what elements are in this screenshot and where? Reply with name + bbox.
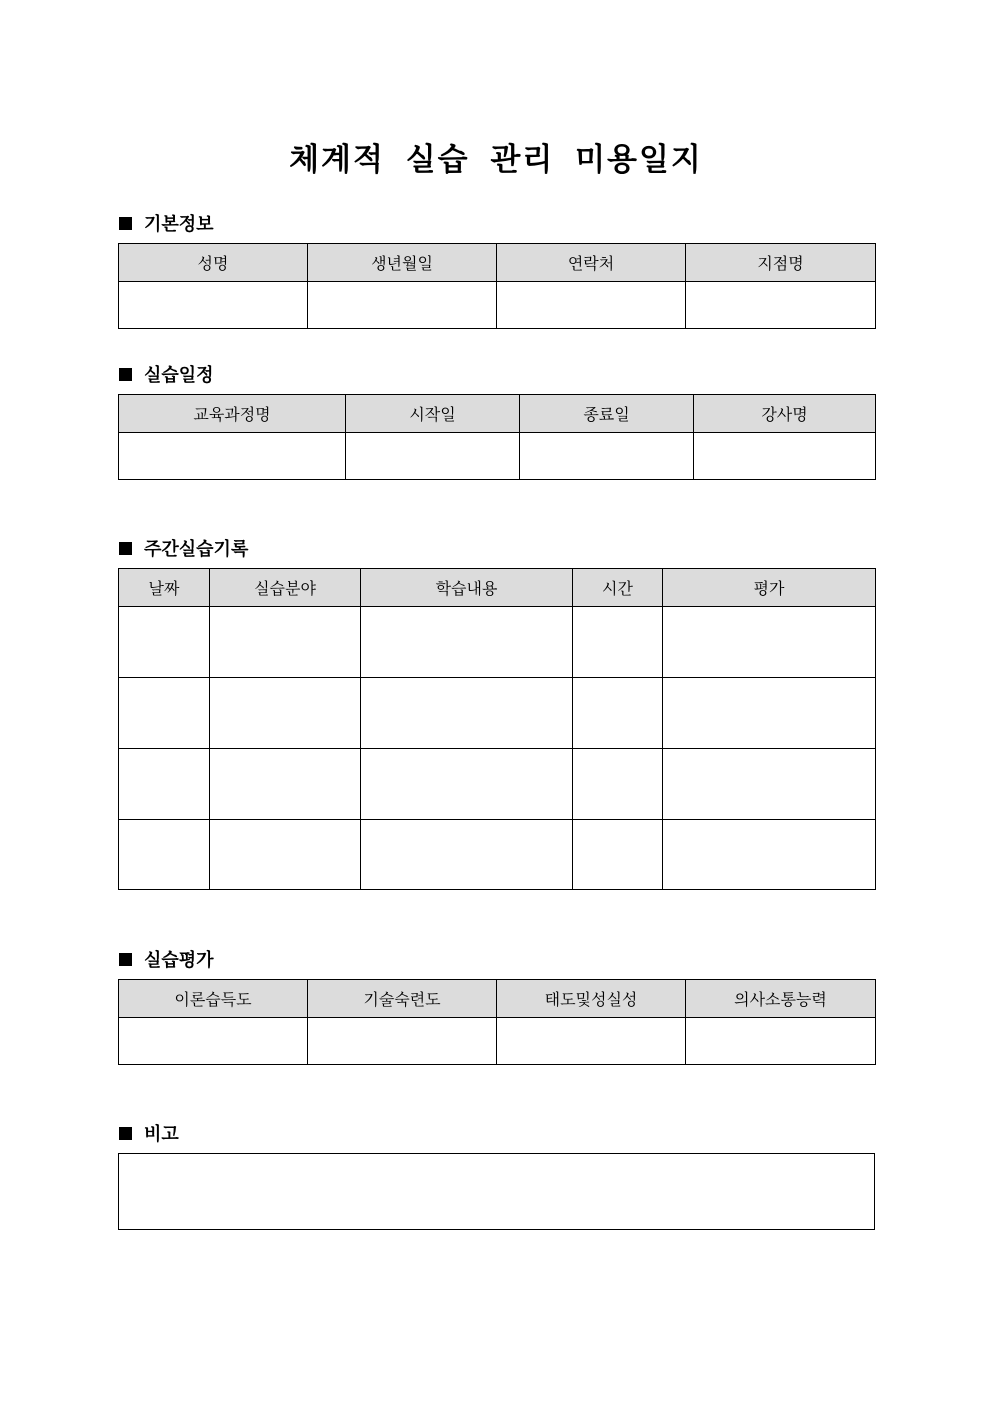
section-heading-weekly-record (119, 536, 248, 560)
section-heading-basic-info (119, 211, 214, 235)
evaluation-cell[interactable] (663, 678, 876, 749)
section-heading-label: 실습일정 (144, 365, 214, 386)
time-cell[interactable] (573, 607, 663, 678)
time-cell[interactable] (573, 820, 663, 890)
square-bullet-icon (119, 368, 132, 381)
header-practice-field: 실습분야 (210, 569, 361, 607)
instructor-cell[interactable] (694, 433, 876, 480)
table-row (119, 282, 876, 329)
time-cell[interactable] (573, 749, 663, 820)
header-time: 시간 (573, 569, 663, 607)
basic-info-table (118, 243, 876, 329)
attitude-diligence-cell[interactable] (497, 1018, 686, 1065)
course-name-cell[interactable] (119, 433, 346, 480)
practice-field-cell[interactable] (210, 820, 361, 890)
start-date-cell[interactable] (346, 433, 520, 480)
header-start-date: 시작일 (346, 395, 520, 433)
end-date-cell[interactable] (520, 433, 694, 480)
section-heading-label: 기본정보 (144, 214, 214, 235)
birthdate-cell[interactable] (308, 282, 497, 329)
practice-field-cell[interactable] (210, 607, 361, 678)
section-heading-label: 실습평가 (144, 950, 214, 971)
learning-content-cell[interactable] (361, 678, 573, 749)
practice-evaluation-table (118, 979, 876, 1065)
date-cell[interactable] (119, 749, 210, 820)
learning-content-cell[interactable] (361, 749, 573, 820)
table-header-row (119, 980, 876, 1018)
square-bullet-icon (119, 542, 132, 555)
section-heading-practice-evaluation (119, 947, 214, 971)
header-date: 날짜 (119, 569, 210, 607)
table-row (119, 820, 876, 890)
learning-content-cell[interactable] (361, 820, 573, 890)
practice-field-cell[interactable] (210, 678, 361, 749)
section-heading-schedule (119, 362, 214, 386)
header-skill-proficiency: 기술숙련도 (308, 980, 497, 1018)
header-end-date: 종료일 (520, 395, 694, 433)
header-communication: 의사소통능력 (686, 980, 876, 1018)
header-attitude-diligence: 태도및성실성 (497, 980, 686, 1018)
section-heading-label: 비고 (144, 1124, 179, 1145)
practice-field-cell[interactable] (210, 749, 361, 820)
contact-cell[interactable] (497, 282, 686, 329)
skill-proficiency-cell[interactable] (308, 1018, 497, 1065)
branch-cell[interactable] (686, 282, 876, 329)
communication-cell[interactable] (686, 1018, 876, 1065)
header-contact: 연락처 (497, 244, 686, 282)
square-bullet-icon (119, 1127, 132, 1140)
table-header-row (119, 395, 876, 433)
date-cell[interactable] (119, 820, 210, 890)
square-bullet-icon (119, 953, 132, 966)
header-branch: 지점명 (686, 244, 876, 282)
header-evaluation: 평가 (663, 569, 876, 607)
schedule-table (118, 394, 876, 480)
header-birthdate: 생년월일 (308, 244, 497, 282)
section-heading-remarks (119, 1121, 179, 1145)
remarks-box[interactable] (118, 1153, 875, 1230)
header-course-name: 교육과정명 (119, 395, 346, 433)
header-theory-acquisition: 이론습득도 (119, 980, 308, 1018)
table-row (119, 607, 876, 678)
page-title: 체계적 실습 관리 미용일지 (289, 142, 703, 178)
header-name: 성명 (119, 244, 308, 282)
table-header-row (119, 244, 876, 282)
square-bullet-icon (119, 217, 132, 230)
learning-content-cell[interactable] (361, 607, 573, 678)
weekly-record-table (118, 568, 876, 890)
theory-acquisition-cell[interactable] (119, 1018, 308, 1065)
date-cell[interactable] (119, 678, 210, 749)
table-row (119, 678, 876, 749)
evaluation-cell[interactable] (663, 607, 876, 678)
header-instructor: 강사명 (694, 395, 876, 433)
time-cell[interactable] (573, 678, 663, 749)
table-header-row (119, 569, 876, 607)
date-cell[interactable] (119, 607, 210, 678)
table-row (119, 1018, 876, 1065)
name-cell[interactable] (119, 282, 308, 329)
section-heading-label: 주간실습기록 (144, 539, 249, 560)
header-learning-content: 학습내용 (361, 569, 573, 607)
table-row (119, 749, 876, 820)
evaluation-cell[interactable] (663, 749, 876, 820)
table-row (119, 433, 876, 480)
evaluation-cell[interactable] (663, 820, 876, 890)
